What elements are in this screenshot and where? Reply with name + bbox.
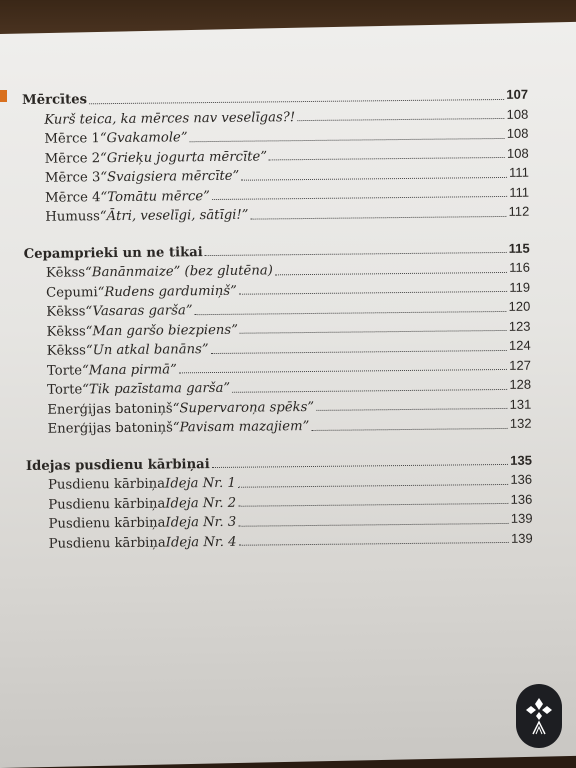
toc-entry: Cepumi “Rudens gardumiņš” 119 xyxy=(46,279,531,301)
toc-entry: Humuss “Ātri, veselīgi, sātīgi!” 112 xyxy=(45,203,530,225)
toc-heading: Cepamprieki un ne tikai 115 xyxy=(23,240,530,262)
page-corner-tab xyxy=(0,90,7,102)
toc-heading: Mērcītes 107 xyxy=(22,86,529,108)
toc-entry: Kēkss “Vasaras garša” 120 xyxy=(46,298,531,320)
watermark-badge xyxy=(516,684,562,748)
toc-entry: Mērce 4 “Tomātu mērce” 111 xyxy=(45,184,530,206)
table-of-contents xyxy=(22,85,533,570)
toc-entry: Kēkss “Man garšo biezpiens” 123 xyxy=(46,318,531,340)
toc-heading: Idejas pusdienu kārbiņai 135 xyxy=(25,452,532,474)
diamond-logo-icon xyxy=(525,696,553,736)
toc-entry: Torte “Tik pazīstama garša” 128 xyxy=(47,376,532,398)
toc-entry: Enerģijas batoniņš “Pavisam mazajiem” 132 xyxy=(47,415,532,437)
toc-entry: Enerģijas batoniņš “Supervaroņa spēks” 131 xyxy=(47,396,532,418)
toc-section-baking xyxy=(24,238,532,438)
toc-entry: Kēkss “Un atkal banāns” 124 xyxy=(46,337,531,359)
toc-entry: Torte “Mana pirmā” 127 xyxy=(46,357,531,379)
toc-section-lunchbox xyxy=(26,450,533,553)
toc-entry: Pusdienu kārbiņa Ideja Nr. 2 136 xyxy=(48,491,533,513)
toc-entry: Pusdienu kārbiņa Ideja Nr. 4 139 xyxy=(48,530,533,552)
toc-entry: Mērce 3 “Svaigsiera mērcīte” 111 xyxy=(44,164,529,186)
toc-entry: Mērce 1 “Gvakamole” 108 xyxy=(44,125,529,147)
toc-entry: Mērce 2 “Grieķu jogurta mērcīte” 108 xyxy=(44,145,529,167)
toc-entry: Pusdienu kārbiņa Ideja Nr. 3 139 xyxy=(48,510,533,532)
toc-entry: Kurš teica, ka mērces nav veselīgas?! 108 xyxy=(44,106,529,128)
toc-entry: Kēkss “Banānmaize” (bez glutēna) 116 xyxy=(45,259,530,281)
toc-entry: Pusdienu kārbiņa Ideja Nr. 1 136 xyxy=(48,471,533,493)
toc-section-sauces xyxy=(22,85,529,227)
